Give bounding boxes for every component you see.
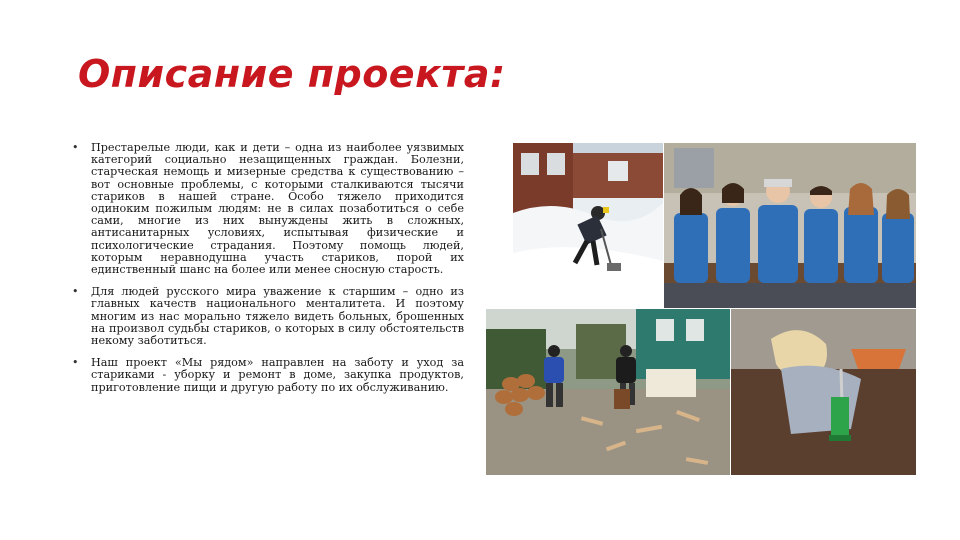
bullet-text: Для людей русского мира уважение к старшим – одно из главных качеств национального менталитета. И поэтому многим из нас морально тяжело видеть больных, брошенных на произвол судьбы стариков, о которых в силу обстоятельств некому заботиться.	[91, 285, 464, 348]
bullet-text: Наш проект «Мы рядом» направлен на заботу и уход за стариками - уборку и ремонт в доме, закупка продуктов, приготовление пищи и другую работу по их обслуживанию.	[91, 356, 464, 394]
bullet-text: Престарелые люди, как и дети – одна из наиболее уязвимых категорий социально незащищенных граждан. Болезни, старческая немощь и мизерные средства к существованию – вот основные проблемы, с которыми сталкиваются тысячи стариков в нашей стране. Особо тяжело приходится одиноким пожилым людям: не в силах позаботиться о себе сами, многие из них вынуждены жить в сложных, антисанитарных условиях, испытывая физические и психологические страдания. Поэтому помощь людей, которым неравнодушна участь стариков, порой их единственный шанс на более или менее сносную старость.	[91, 141, 464, 277]
bullet-marker: •	[72, 285, 79, 299]
bullet-item	[72, 286, 464, 347]
photo-volunteer-group	[664, 143, 916, 308]
photo-wood-chopping	[486, 309, 730, 475]
slide-title: Описание проекта:	[78, 52, 506, 96]
bullet-marker: •	[72, 356, 79, 370]
bullet-marker: •	[72, 141, 79, 154]
bullet-item	[72, 357, 464, 394]
bullet-list	[72, 142, 464, 404]
photo-snow-shoveling	[513, 143, 663, 308]
bullet-item	[72, 142, 464, 276]
photo-floor-washing	[731, 309, 916, 475]
